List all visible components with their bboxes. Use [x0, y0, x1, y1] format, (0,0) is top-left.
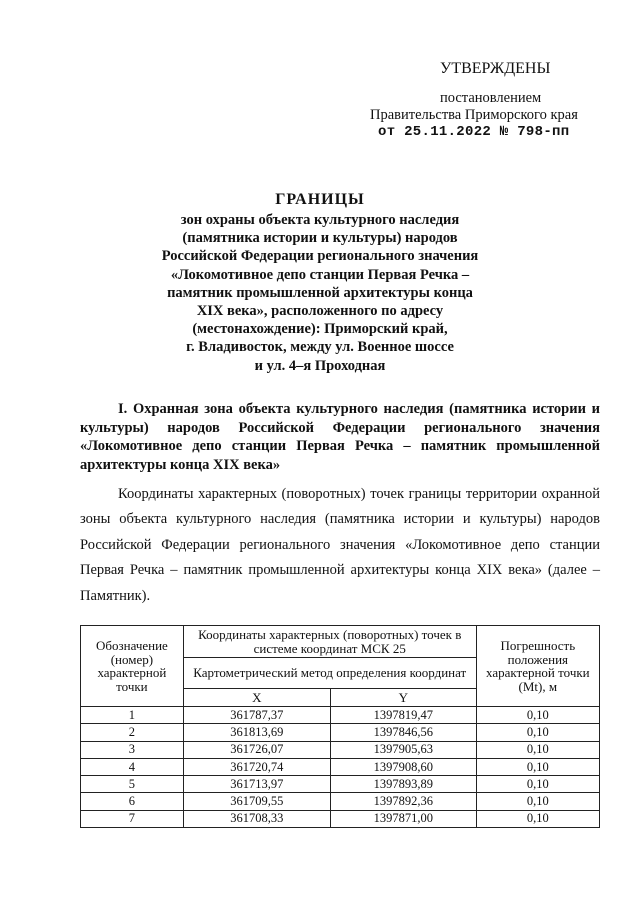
header-method: Картометрический метод определения координат: [183, 658, 476, 689]
title-line: «Локомотивное депо станции Первая Речка –: [170, 266, 470, 283]
cell-y: 1397905,63: [330, 741, 476, 758]
header-error: Погрешность положения характерной точки (Mt), м: [476, 626, 599, 707]
cell-x: 361787,37: [183, 707, 330, 724]
cell-error: 0,10: [476, 776, 599, 793]
cell-point: 1: [81, 707, 184, 724]
header-y: Y: [330, 689, 476, 707]
cell-y: 1397846,56: [330, 724, 476, 741]
table-row: [81, 810, 600, 827]
cell-x: 361708,33: [183, 810, 330, 827]
document-title: [60, 191, 580, 375]
section-heading: [80, 400, 600, 474]
title-line: зон охраны объекта культурного наследия: [180, 212, 460, 228]
cell-y: 1397871,00: [330, 810, 476, 827]
table-row: [81, 707, 600, 724]
title-main: ГРАНИЦЫ: [275, 191, 365, 208]
cell-point: 4: [81, 758, 184, 775]
cell-y: 1397908,60: [330, 758, 476, 775]
title-line: г. Владивосток, между ул. Военное шоссе: [186, 339, 454, 356]
cell-y: 1397819,47: [330, 707, 476, 724]
cell-x: 361720,74: [183, 758, 330, 775]
title-line: памятник промышленной архитектуры конца: [167, 284, 473, 301]
approval-line-government: Правительства Приморского края: [370, 107, 578, 123]
section-heading-text: I. Охранная зона объекта культурного наследия (памятника истории и культуры) народов Российской Федерации регионального значения «Локомотивное депо станции Первая Речка – памятник промышленной архитектуры конца XIX века»: [80, 401, 600, 473]
table-row: [81, 758, 600, 775]
cell-error: 0,10: [476, 741, 599, 758]
title-line: (местонахождение): Приморский край,: [192, 321, 448, 338]
table-row: [81, 776, 600, 793]
cell-error: 0,10: [476, 758, 599, 775]
body-paragraph-text: Координаты характерных (поворотных) точек границы территории охранной зоны объекта культурного наследия (памятника истории и культуры) народов Российской Федерации регионального значения «Локомотивное депо станции Первая Речка – памятник промышленной архитектуры конца XIX века» (далее – Памятник).: [80, 486, 600, 604]
header-point-number: Обозначение (номер) характерной точки: [81, 626, 184, 707]
body-paragraph: [80, 482, 600, 609]
cell-point: 6: [81, 793, 184, 810]
cell-point: 5: [81, 776, 184, 793]
cell-y: 1397892,36: [330, 793, 476, 810]
cell-x: 361726,07: [183, 741, 330, 758]
cell-point: 2: [81, 724, 184, 741]
cell-error: 0,10: [476, 793, 599, 810]
cell-x: 361713,97: [183, 776, 330, 793]
cell-error: 0,10: [476, 707, 599, 724]
cell-y: 1397893,89: [330, 776, 476, 793]
approval-heading: УТВЕРЖДЕНЫ: [440, 60, 551, 77]
header-coordinates: Координаты характерных (поворотных) точек в системе координат МСК 25: [183, 626, 476, 658]
cell-x: 361813,69: [183, 724, 330, 741]
table-row: [81, 724, 600, 741]
header-x: X: [183, 689, 330, 707]
approval-line-date-number: от 25.11.2022 № 798-пп: [378, 124, 570, 140]
cell-error: 0,10: [476, 810, 599, 827]
cell-point: 3: [81, 741, 184, 758]
approval-line-decree: постановлением: [440, 90, 542, 106]
title-line: (памятника истории и культуры) народов: [182, 230, 458, 247]
coordinates-table: [80, 625, 600, 828]
table-row: [81, 793, 600, 810]
title-line: XIX века», расположенного по адресу: [196, 303, 444, 320]
title-line: и ул. 4–я Проходная: [254, 357, 386, 374]
table-row: [81, 741, 600, 758]
cell-x: 361709,55: [183, 793, 330, 810]
title-line: Российской Федерации регионального значения: [161, 248, 479, 265]
cell-error: 0,10: [476, 724, 599, 741]
cell-point: 7: [81, 810, 184, 827]
